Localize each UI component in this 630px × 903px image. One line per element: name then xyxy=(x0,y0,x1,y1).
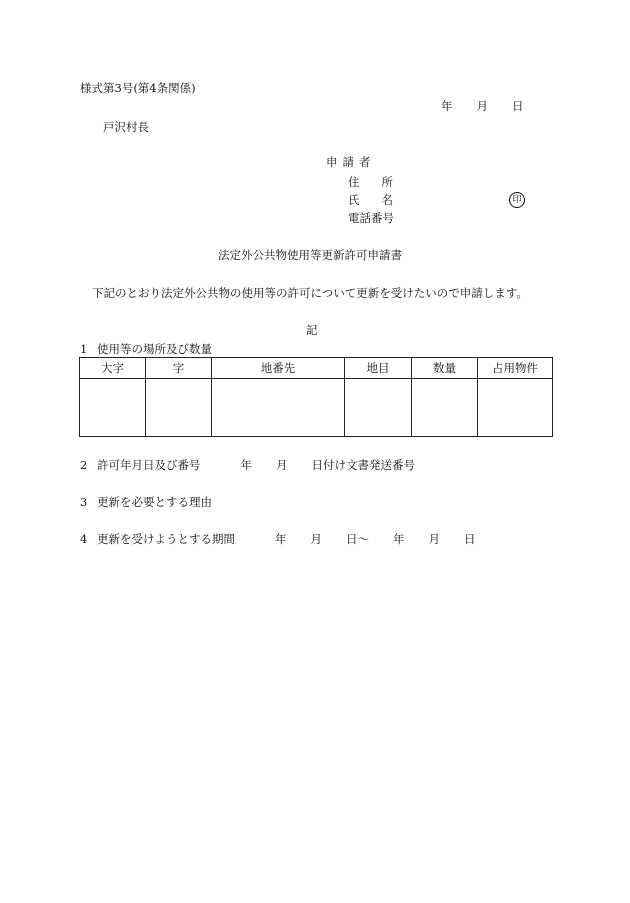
section-3 xyxy=(80,497,212,509)
cell-chimoku[interactable] xyxy=(345,379,412,437)
section-4-label: 更新を受けようとする期間 xyxy=(97,532,235,546)
section-4-year-end: 年 xyxy=(393,532,405,546)
date-month: 月 xyxy=(476,99,488,113)
section-2-number: 2 xyxy=(80,458,88,472)
cell-senyo-bukken[interactable] xyxy=(478,379,553,437)
section-4-day-start: 日〜 xyxy=(346,532,369,546)
section-4-month-end: 月 xyxy=(428,532,440,546)
section-1 xyxy=(80,344,212,356)
submission-date xyxy=(441,101,524,113)
section-2-month: 月 xyxy=(276,458,288,472)
section-4 xyxy=(80,534,476,546)
section-2-suffix: 日付け文書発送番号 xyxy=(311,458,415,472)
request-statement: 下記のとおり法定外公共物の使用等の許可について更新を受けたいので申請します。 xyxy=(92,286,528,300)
seal-mark: 印 xyxy=(509,192,525,208)
section-4-year-start: 年 xyxy=(275,532,287,546)
col-chimoku: 地目 xyxy=(345,358,412,379)
table-row xyxy=(80,379,553,437)
section-4-day-end: 日 xyxy=(464,532,476,546)
section-2-label: 許可年月日及び番号 xyxy=(97,458,201,472)
section-2 xyxy=(80,460,415,472)
date-year: 年 xyxy=(441,99,453,113)
col-suryo: 数量 xyxy=(412,358,478,379)
cell-oaza[interactable] xyxy=(80,379,146,437)
col-oaza: 大字 xyxy=(80,358,146,379)
col-aza: 字 xyxy=(146,358,212,379)
col-chibansaki: 地番先 xyxy=(212,358,345,379)
applicant-name-label: 氏名 xyxy=(348,193,415,207)
section-1-label: 使用等の場所及び数量 xyxy=(97,342,212,356)
col-senyo-bukken: 占用物件 xyxy=(478,358,553,379)
section-4-month-start: 月 xyxy=(310,532,322,546)
addressee: 戸沢村長 xyxy=(103,120,149,134)
form-number: 様式第3号(第4条関係) xyxy=(80,81,196,95)
applicant-heading: 申請者 xyxy=(326,155,376,169)
cell-chibansaki[interactable] xyxy=(212,379,345,437)
table-header-row xyxy=(80,358,553,379)
section-3-number: 3 xyxy=(80,495,88,509)
section-4-number: 4 xyxy=(80,532,88,546)
cell-aza[interactable] xyxy=(146,379,212,437)
date-day: 日 xyxy=(512,99,524,113)
section-3-label: 更新を必要とする理由 xyxy=(97,495,212,509)
location-table xyxy=(79,357,553,437)
cell-suryo[interactable] xyxy=(412,379,478,437)
document-title: 法定外公共物使用等更新許可申請書 xyxy=(218,248,402,262)
ki-heading: 記 xyxy=(306,323,318,337)
section-2-year: 年 xyxy=(240,458,252,472)
applicant-phone-label: 電話番号 xyxy=(348,211,394,225)
section-1-number: 1 xyxy=(80,342,88,356)
applicant-address-label: 住所 xyxy=(348,175,415,189)
